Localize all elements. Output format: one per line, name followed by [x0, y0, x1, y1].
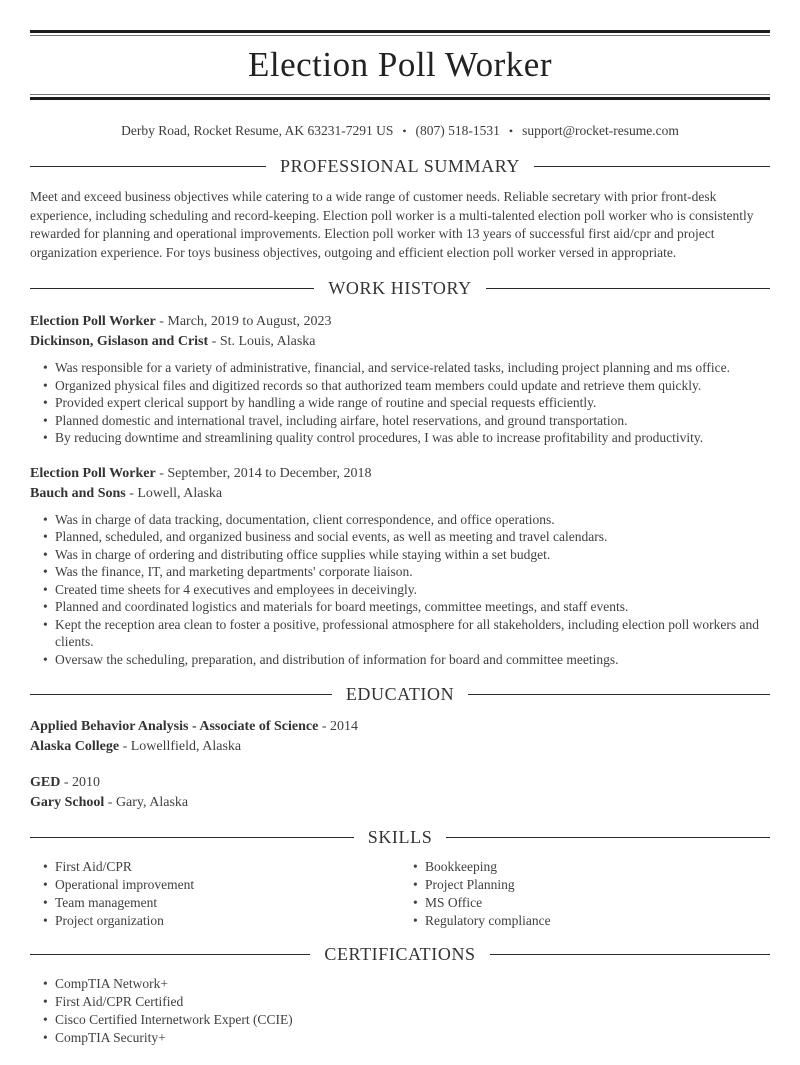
section-heading-work-history — [30, 278, 770, 299]
skill-item: • Bookkeeping — [425, 858, 770, 876]
heading-rule-left — [30, 288, 314, 289]
job-title: Election Poll Worker — [30, 465, 156, 481]
job-bullet: • Kept the reception area clean to foster a positive, professional atmosphere for all stakeholders, including election poll workers and clients. — [55, 616, 770, 651]
certification-item: • Cisco Certified Internetwork Expert (CCIE) — [55, 1011, 770, 1029]
skill-item: • Project Planning — [425, 876, 770, 894]
education-entry — [30, 773, 770, 813]
heading-rule-left — [30, 166, 266, 167]
job-location: - St. Louis, Alaska — [208, 334, 316, 349]
certification-item: • CompTIA Security+ — [55, 1029, 770, 1047]
job-bullet: • Was the finance, IT, and marketing departments' corporate liaison. — [55, 563, 770, 581]
education-school: Gary School — [30, 795, 105, 810]
job-bullet: • Was responsible for a variety of administrative, financial, and service-related tasks, including project planning and ms office. — [55, 359, 770, 377]
page-title: Election Poll Worker — [248, 45, 552, 84]
job-bullet: • Planned domestic and international travel, including airfare, hotel reservations, and ground transportation. — [55, 412, 770, 430]
heading-rule-left — [30, 954, 310, 955]
heading-rule-right — [534, 166, 770, 167]
job-bullet-list — [30, 511, 770, 669]
contact-address: Derby Road, Rocket Resume, AK 63231-7291 US — [121, 123, 394, 138]
skill-item: • MS Office — [425, 894, 770, 912]
job-bullet: • Planned and coordinated logistics and materials for board meetings, committee meetings, and staff events. — [55, 598, 770, 616]
section-heading-certifications — [30, 944, 770, 965]
skill-item: • Operational improvement — [55, 876, 400, 894]
certifications-list — [30, 975, 770, 1047]
job-dates: - September, 2014 to December, 2018 — [155, 465, 372, 481]
job-dates: - March, 2019 to August, 2023 — [155, 314, 332, 329]
skills-heading: SKILLS — [367, 827, 433, 847]
heading-rule-right — [468, 694, 770, 695]
job-bullet: • By reducing downtime and streamlining quality control procedures, I was able to increase profitability and productivity. — [55, 429, 770, 447]
title-bottom-rule — [30, 94, 770, 100]
professional-summary-heading: PROFESSIONAL SUMMARY — [280, 156, 520, 176]
job-title-line — [30, 312, 770, 332]
job-bullet: • Oversaw the scheduling, preparation, and distribution of information for board and committee meetings. — [55, 651, 770, 669]
education-degree-line — [30, 773, 770, 793]
skills-columns — [30, 848, 770, 930]
job-title-line — [30, 464, 770, 484]
contact-phone: (807) 518-1531 — [415, 123, 500, 138]
summary-text: Meet and exceed business objectives while catering to a wide range of customer needs. Reliable secretary with prior front-desk experience, including scheduling and record-keeping. Election poll worker is a multi-talented election poll worker who is consistently rewarded for planning and operational improvements. Election poll worker with 13 years of successful first aid/cpr and project organization experience. For toys business objectives, outgoing and efficient election poll worker versed in appropriate. — [30, 189, 754, 260]
work-history-entry — [30, 312, 770, 447]
skills-column-right — [400, 858, 770, 930]
education-year: - 2014 — [318, 719, 358, 734]
skill-item: • Project organization — [55, 912, 400, 930]
contact-separator-dot: • — [402, 124, 407, 138]
section-heading-skills — [30, 827, 770, 848]
heading-rule-left — [30, 694, 332, 695]
job-company-line — [30, 484, 770, 504]
education-entries — [30, 717, 770, 813]
skill-item: • Team management — [55, 894, 400, 912]
contact-separator-dot: • — [508, 124, 514, 138]
job-bullet-list — [30, 359, 770, 447]
education-heading: EDUCATION — [345, 684, 455, 704]
job-bullet: • Was in charge of ordering and distributing office supplies while staying within a set budget. — [55, 546, 770, 564]
resume-page — [0, 30, 800, 1065]
job-bullet: • Planned, scheduled, and organized business and social events, as well as meeting and travel calendars. — [55, 528, 770, 546]
heading-rule-right — [490, 954, 770, 955]
education-degree-line — [30, 717, 770, 737]
heading-rule-left — [30, 837, 354, 838]
contact-email: support@rocket-resume.com — [522, 123, 679, 138]
job-bullet: • Was in charge of data tracking, documentation, client correspondence, and office operations. — [55, 511, 770, 529]
education-degree: Applied Behavior Analysis - Associate of Science — [30, 719, 319, 734]
certification-item: • First Aid/CPR Certified — [55, 993, 770, 1011]
job-title: Election Poll Worker — [30, 314, 156, 329]
education-location: - Lowellfield, Alaska — [119, 739, 242, 754]
education-school-line — [30, 737, 770, 757]
skill-item: • Regulatory compliance — [425, 912, 770, 930]
job-company: Bauch and Sons — [30, 485, 126, 501]
contact-line — [30, 122, 770, 140]
work-history-entry — [30, 464, 770, 669]
job-bullet: • Organized physical files and digitized records so that authorized team members could update and retrieve them quickly. — [55, 377, 770, 395]
job-bullet: • Created time sheets for 4 executives and employees in deceivingly. — [55, 581, 770, 599]
education-location: - Gary, Alaska — [104, 795, 189, 810]
skills-column-left — [30, 858, 400, 930]
education-school: Alaska College — [30, 739, 120, 754]
skill-item: • First Aid/CPR — [55, 858, 400, 876]
job-bullet: • Provided expert clerical support by handling a wide range of routine and special requests efficiently. — [55, 394, 770, 412]
section-heading-education — [30, 684, 770, 705]
heading-rule-right — [446, 837, 770, 838]
job-company-line — [30, 332, 770, 352]
education-entry — [30, 717, 770, 757]
work-history-jobs — [30, 312, 770, 668]
certification-item: • CompTIA Network+ — [55, 975, 770, 993]
education-year: - 2010 — [60, 775, 101, 790]
certifications-heading: CERTIFICATIONS — [324, 944, 476, 964]
heading-rule-right — [486, 288, 770, 289]
education-degree: GED — [30, 775, 61, 790]
job-company: Dickinson, Gislason and Crist — [30, 334, 209, 349]
education-school-line — [30, 793, 770, 813]
work-history-heading: WORK HISTORY — [328, 278, 472, 298]
title-top-rule — [30, 30, 770, 36]
section-heading-professional-summary — [30, 156, 770, 177]
job-location: - Lowell, Alaska — [125, 485, 223, 501]
